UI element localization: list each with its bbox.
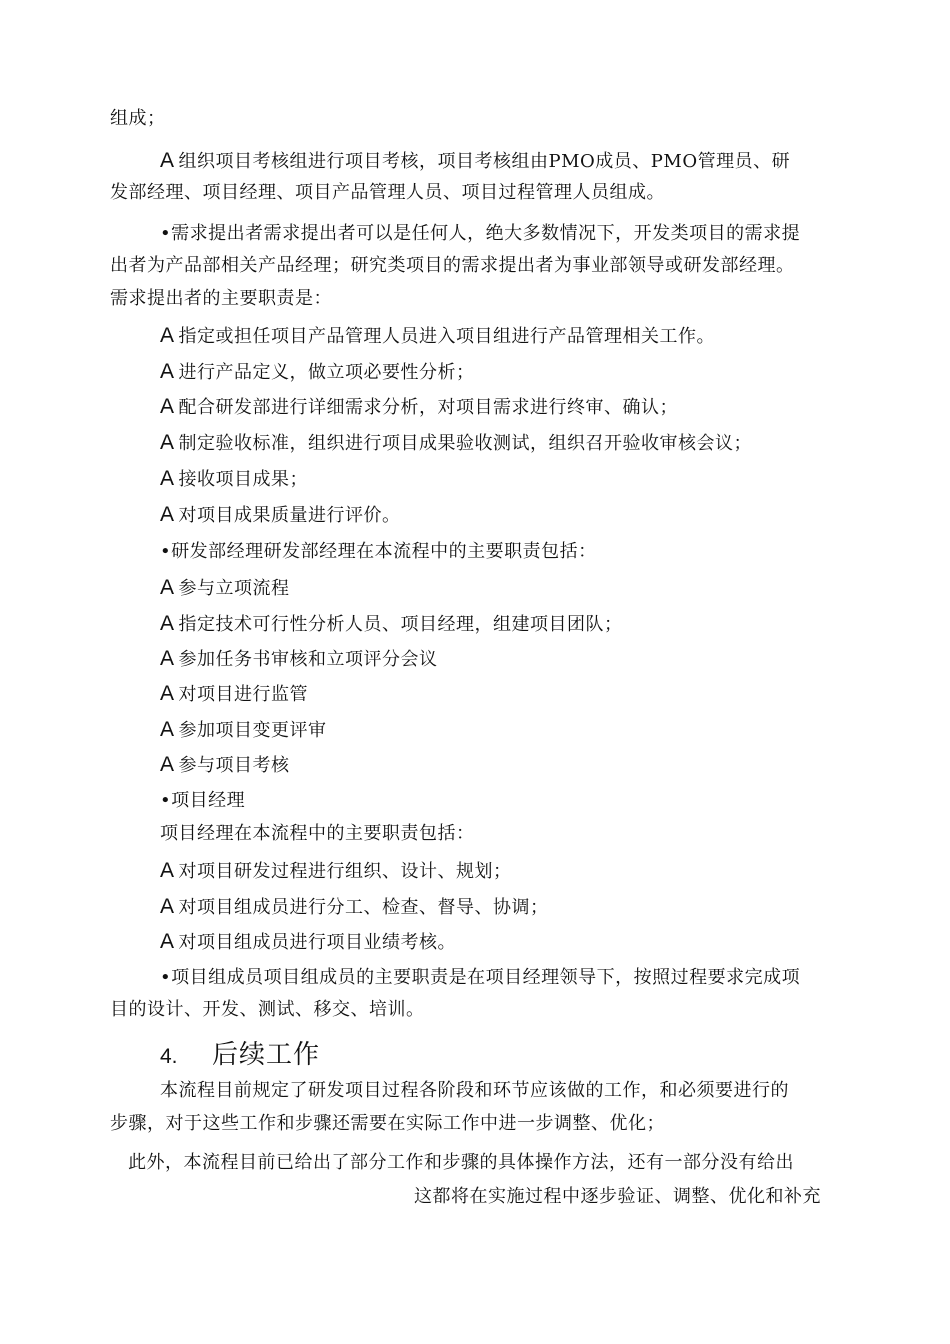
bullet-line: A 参与项目考核 <box>160 753 290 776</box>
bullet-line: A 指定技术可行性分析人员、项目经理，组建项目团队； <box>160 612 623 635</box>
role-heading-line: •项目组成员项目组成员的主要职责是在项目经理领导下，按照过程要求完成项 <box>160 967 801 988</box>
bullet-line: A 对项目组成员进行项目业绩考核。 <box>160 930 457 953</box>
bullet-line: A 制定验收标准，组织进行项目成果验收测试，组织召开验收审核会议； <box>160 431 753 454</box>
bullet-marker: A <box>160 503 175 526</box>
bullet-line: A 接收项目成果； <box>160 467 309 490</box>
bullet-marker: A <box>160 718 175 741</box>
section-title: 后续工作 <box>212 1040 321 1070</box>
paragraph-line: 目的设计、开发、测试、移交、培训。 <box>110 999 425 1020</box>
paragraph-line: 出者为产品部相关产品经理；研究类项目的需求提出者为事业部领导或研发部经理。 <box>110 255 795 276</box>
paragraph-line: 这都将在实施过程中逐步验证、调整、优化和补充 <box>414 1186 821 1207</box>
bullet-line: A 对项目组成员进行分工、检查、督导、协调； <box>160 895 549 918</box>
role-heading-line: •项目经理 <box>160 790 246 811</box>
bullet-marker: A <box>160 753 175 776</box>
bullet-marker: A <box>160 576 175 599</box>
paragraph-line: 发部经理、项目经理、项目产品管理人员、项目过程管理人员组成。 <box>110 182 665 203</box>
bullet-marker: A <box>160 612 175 635</box>
bullet-line: A 对项目成果质量进行评价。 <box>160 503 401 526</box>
bullet-line: A 组织项目考核组进行项目考核，项目考核组由PMO成员、PMO管理员、研 <box>160 149 791 172</box>
paragraph-line: 组成； <box>110 108 166 129</box>
paragraph-line: 本流程目前规定了研发项目过程各阶段和环节应该做的工作，和必须要进行的 <box>160 1080 789 1101</box>
bullet-marker: A <box>160 324 175 347</box>
bullet-marker: A <box>160 360 175 383</box>
bullet-line: A 参加项目变更评审 <box>160 718 327 741</box>
bullet-line: A 参加任务书审核和立项评分会议 <box>160 647 438 670</box>
bullet-line: A 参与立项流程 <box>160 576 290 599</box>
bullet-marker: A <box>160 395 175 418</box>
bullet-line: A 指定或担任项目产品管理人员进入项目组进行产品管理相关工作。 <box>160 324 716 347</box>
bullet-marker: A <box>160 930 175 953</box>
role-heading-line: •需求提出者需求提出者可以是任何人，绝大多数情况下，开发类项目的需求提 <box>160 223 801 244</box>
section-heading <box>160 1038 320 1072</box>
bullet-line: A 对项目进行监管 <box>160 682 309 705</box>
paragraph-line: 项目经理在本流程中的主要职责包括： <box>160 823 475 844</box>
bullet-line: A 进行产品定义，做立项必要性分析； <box>160 360 475 383</box>
bullet-marker: A <box>160 467 175 490</box>
bullet-marker: A <box>160 859 175 882</box>
bullet-marker: A <box>160 895 175 918</box>
bullet-marker: A <box>160 431 175 454</box>
paragraph-line: 此外，本流程目前已给出了部分工作和步骤的具体操作方法，还有一部分没有给出 <box>128 1152 794 1173</box>
bullet-line: A 配合研发部进行详细需求分析，对项目需求进行终审、确认； <box>160 395 679 418</box>
bullet-marker: A <box>160 149 175 172</box>
section-number: 4. <box>160 1045 178 1068</box>
bullet-marker: A <box>160 682 175 705</box>
bullet-line: A 对项目研发过程进行组织、设计、规划； <box>160 859 512 882</box>
paragraph-line: 需求提出者的主要职责是： <box>110 288 332 309</box>
role-heading-line: •研发部经理研发部经理在本流程中的主要职责包括： <box>160 541 597 562</box>
paragraph-line: 步骤，对于这些工作和步骤还需要在实际工作中进一步调整、优化； <box>110 1113 665 1134</box>
bullet-marker: A <box>160 647 175 670</box>
